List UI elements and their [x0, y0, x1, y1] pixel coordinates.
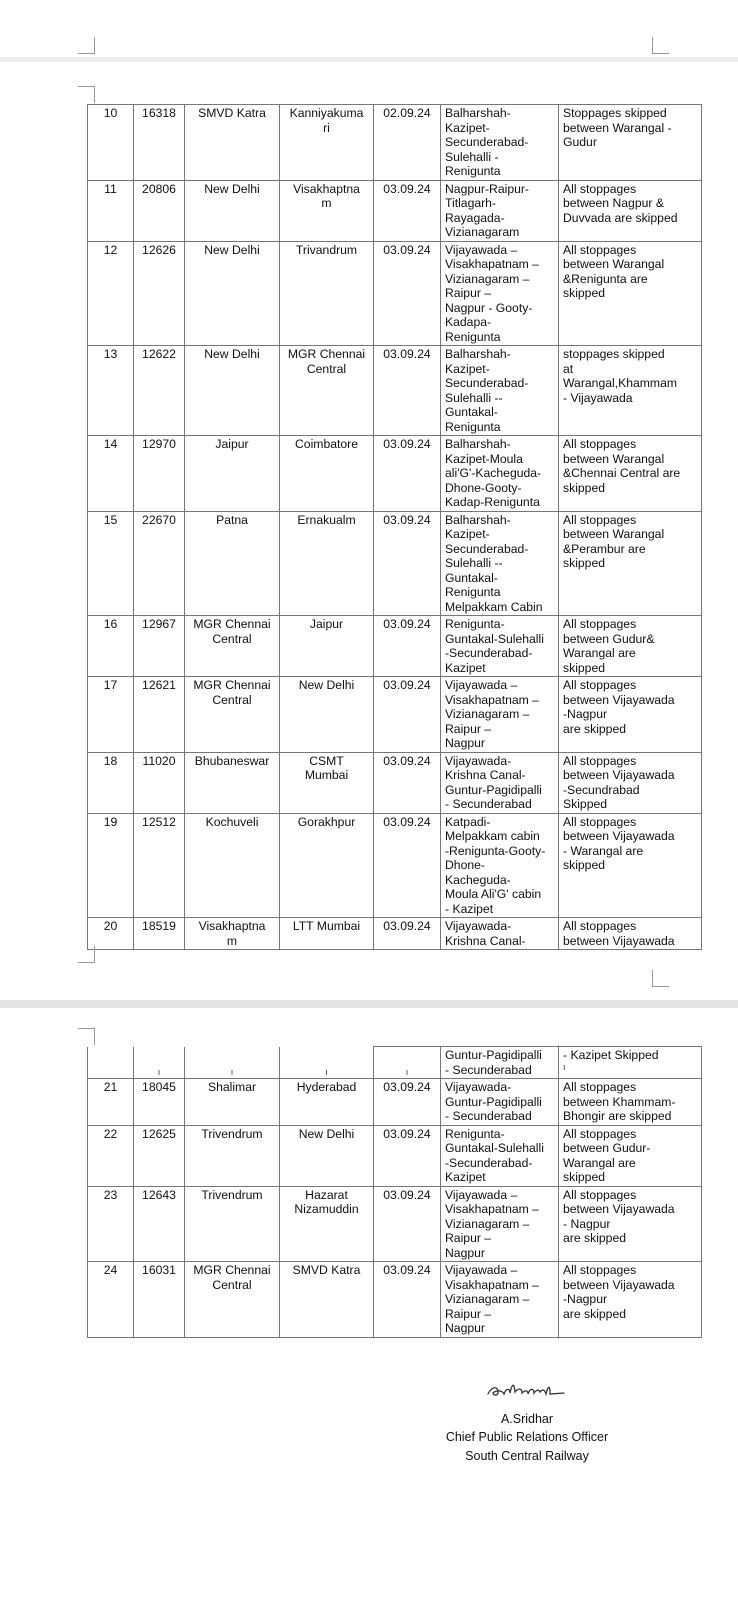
cell-route: Vijayawada – Visakhapatnam – Vizianagaram – Raipur – Nagpur - Gooty- Kadapa- Renigunta — [441, 241, 559, 346]
cell-sn: 12 — [88, 241, 134, 346]
cell-train: 12970 — [134, 436, 185, 512]
cell-from: Visakhaptna m — [185, 918, 280, 950]
cell-sn: 22 — [88, 1125, 134, 1186]
cell-route: Vijayawada – Visakhapatnam – Vizianagaram – Raipur – Nagpur — [441, 677, 559, 753]
signatory-organization: South Central Railway — [465, 1449, 589, 1463]
table-row — [88, 511, 702, 616]
cell-train: 12625 — [134, 1125, 185, 1186]
cell-date: 03.09.24 — [374, 1186, 441, 1262]
cell-train: 18045 — [134, 1079, 185, 1126]
cell-date: 03.09.24 — [374, 346, 441, 436]
continuation-row — [88, 1047, 702, 1079]
cell-remarks: Stoppages skipped between Warangal - Gudur — [559, 105, 702, 181]
cell-sn — [88, 1047, 134, 1079]
cell-to: SMVD Katra — [280, 1262, 374, 1338]
cell-route: Guntur-Pagidipalli - Secunderabad — [441, 1047, 559, 1079]
table-row — [88, 918, 702, 950]
cell-from: Trivendrum — [185, 1125, 280, 1186]
cell-to: New Delhi — [280, 677, 374, 753]
cell-route: Balharshah- Kazipet- Secunderabad- Sulehalli - Renigunta — [441, 105, 559, 181]
table-row — [88, 1079, 702, 1126]
cell-from: MGR Chennai Central — [185, 616, 280, 677]
cell-remarks: All stoppages between Warangal &Chennai Central are skipped — [559, 436, 702, 512]
cell-route: Balharshah- Kazipet- Secunderabad- Sulehalli -- Guntakal- Renigunta — [441, 346, 559, 436]
cell-to: New Delhi — [280, 1125, 374, 1186]
cell-remarks: All stoppages between Vijayawada - Nagpur are skipped — [559, 1186, 702, 1262]
crop-mark — [78, 37, 95, 54]
signatory-designation: Chief Public Relations Officer — [445, 1430, 609, 1444]
cell-train: 12967 — [134, 616, 185, 677]
cell-from: Jaipur — [185, 436, 280, 512]
cell-date: 03.09.24 — [374, 1262, 441, 1338]
crop-mark — [652, 37, 669, 54]
table-row — [88, 813, 702, 918]
cell-train: 16031 — [134, 1262, 185, 1338]
cell-sn: 16 — [88, 616, 134, 677]
cell-date: 02.09.24 — [374, 105, 441, 181]
cell-sn: 19 — [88, 813, 134, 918]
cell-from: Bhubaneswar — [185, 752, 280, 813]
cell-remarks: stoppages skipped at Warangal,Khammam - Vijayawada — [559, 346, 702, 436]
cell-route: Nagpur-Raipur- Titlagarh- Rayagada- Vizianagaram — [441, 180, 559, 241]
cell-sn: 17 — [88, 677, 134, 753]
table-row — [88, 677, 702, 753]
cell-sn: 15 — [88, 511, 134, 616]
handwritten-signature — [484, 1376, 568, 1402]
cell-route: Vijayawada- Krishna Canal- — [441, 918, 559, 950]
table-row — [88, 1125, 702, 1186]
cell-train: 12622 — [134, 346, 185, 436]
cell-date: 03.09.24 — [374, 1125, 441, 1186]
cell-train: 12621 — [134, 677, 185, 753]
crop-mark — [78, 946, 95, 963]
crop-mark — [652, 970, 669, 987]
cell-to: Trivandrum — [280, 241, 374, 346]
cell-remarks: All stoppages between Warangal &Renigunta are skipped — [559, 241, 702, 346]
cell-date: 03.09.24 — [374, 436, 441, 512]
cell-to: CSMT Mumbai — [280, 752, 374, 813]
cell-to: LTT Mumbai — [280, 918, 374, 950]
cell-from: MGR Chennai Central — [185, 677, 280, 753]
cell-from: Trivendrum — [185, 1186, 280, 1262]
cell-date: 03.09.24 — [374, 918, 441, 950]
cell-from: Patna — [185, 511, 280, 616]
cell-route: Renigunta- Guntakal-Sulehalli -Secunderabad- Kazipet — [441, 616, 559, 677]
cell-date: 03.09.24 — [374, 1079, 441, 1126]
cell-route: Vijayawada- Guntur-Pagidipalli - Secunderabad — [441, 1079, 559, 1126]
cell-route: Renigunta- Guntakal-Sulehalli -Secunderabad- Kazipet — [441, 1125, 559, 1186]
cell-sn: 18 — [88, 752, 134, 813]
cell-train: 11020 — [134, 752, 185, 813]
cell-date: 03.09.24 — [374, 180, 441, 241]
cell-train: 12643 — [134, 1186, 185, 1262]
cell-date: 03.09.24 — [374, 813, 441, 918]
cell-remarks: All stoppages between Vijayawada -Secundrabad Skipped — [559, 752, 702, 813]
crop-mark — [78, 1028, 95, 1045]
cell-remarks: All stoppages between Vijayawada -Nagpur are skipped — [559, 1262, 702, 1338]
page-header-band — [0, 57, 738, 62]
cell-remarks: All stoppages between Gudur& Warangal are skipped — [559, 616, 702, 677]
cell-sn: 20 — [88, 918, 134, 950]
table-row — [88, 105, 702, 181]
cell-sn: 13 — [88, 346, 134, 436]
cell-route: Vijayawada – Visakhapatnam – Vizianagaram – Raipur – Nagpur — [441, 1262, 559, 1338]
table-row — [88, 241, 702, 346]
cell-remarks: All stoppages between Vijayawada -Nagpur are skipped — [559, 677, 702, 753]
cell-remarks: - Kazipet Skipped ı — [559, 1047, 702, 1079]
cell-from: New Delhi — [185, 346, 280, 436]
cell-to: Coimbatore — [280, 436, 374, 512]
cell-to: Kanniyakuma ri — [280, 105, 374, 181]
cell-date: 03.09.24 — [374, 677, 441, 753]
cell-to: Gorakhpur — [280, 813, 374, 918]
cell-route: Katpadi- Melpakkam cabin -Renigunta-Gooty- Dhone- Kacheguda- Moula Ali'G' cabin - Kazipet — [441, 813, 559, 918]
cell-from: MGR Chennai Central — [185, 1262, 280, 1338]
table-row — [88, 752, 702, 813]
cell-from: Shalimar — [185, 1079, 280, 1126]
cell-route: Vijayawada – Visakhapatnam – Vizianagaram – Raipur – Nagpur — [441, 1186, 559, 1262]
cell-train: 12626 — [134, 241, 185, 346]
cell-to: Jaipur — [280, 616, 374, 677]
table-row — [88, 616, 702, 677]
cell-train: 12512 — [134, 813, 185, 918]
cell-sn: 23 — [88, 1186, 134, 1262]
cell-route: Vijayawada- Krishna Canal- Guntur-Pagidipalli - Secunderabad — [441, 752, 559, 813]
cell-train: 16318 — [134, 105, 185, 181]
table-row — [88, 1262, 702, 1338]
table-row — [88, 346, 702, 436]
cell-train: ı — [134, 1047, 185, 1079]
cell-remarks: All stoppages between Vijayawada — [559, 918, 702, 950]
cell-sn: 21 — [88, 1079, 134, 1126]
cell-from: New Delhi — [185, 241, 280, 346]
cell-sn: 10 — [88, 105, 134, 181]
cell-date: ı — [374, 1047, 441, 1079]
cell-train: 20806 — [134, 180, 185, 241]
cell-route: Balharshah- Kazipet-Moula ali'G'-Kacheguda- Dhone-Gooty- Kadap-Renigunta — [441, 436, 559, 512]
crop-mark — [78, 86, 95, 103]
cell-to: Visakhaptna m — [280, 180, 374, 241]
cell-sn: 14 — [88, 436, 134, 512]
table-row — [88, 1186, 702, 1262]
cell-remarks: All stoppages between Khammam- Bhongir are skipped — [559, 1079, 702, 1126]
cell-from: SMVD Katra — [185, 105, 280, 181]
signatory-name: A.Sridhar — [500, 1412, 554, 1426]
cell-from: Kochuveli — [185, 813, 280, 918]
cell-sn: 11 — [88, 180, 134, 241]
cell-remarks: All stoppages between Nagpur & Duvvada are skipped — [559, 180, 702, 241]
cell-train: 18519 — [134, 918, 185, 950]
table-row — [88, 180, 702, 241]
schedule-table-page-1 — [87, 104, 702, 950]
cell-to: ı — [280, 1047, 374, 1079]
cell-train: 22670 — [134, 511, 185, 616]
page-separator — [0, 1000, 738, 1008]
table-row — [88, 436, 702, 512]
cell-date: 03.09.24 — [374, 241, 441, 346]
cell-from: New Delhi — [185, 180, 280, 241]
cell-remarks: All stoppages between Warangal &Perambur are skipped — [559, 511, 702, 616]
cell-date: 03.09.24 — [374, 752, 441, 813]
document-page-2 — [0, 1008, 738, 1600]
cell-to: Ernakualm — [280, 511, 374, 616]
cell-remarks: All stoppages between Vijayawada - Warangal are skipped — [559, 813, 702, 918]
cell-sn: 24 — [88, 1262, 134, 1338]
cell-date: 03.09.24 — [374, 511, 441, 616]
cell-route: Balharshah- Kazipet- Secunderabad- Sulehalli -- Guntakal- Renigunta Melpakkam Cabin — [441, 511, 559, 616]
cell-remarks: All stoppages between Gudur- Warangal are skipped — [559, 1125, 702, 1186]
remarks-text: - Kazipet Skipped — [563, 1048, 659, 1062]
cell-date: 03.09.24 — [374, 616, 441, 677]
cell-to: Hazarat Nizamuddin — [280, 1186, 374, 1262]
cell-to: Hyderabad — [280, 1079, 374, 1126]
cell-to: MGR Chennai Central — [280, 346, 374, 436]
schedule-table-page-2 — [87, 1046, 702, 1338]
cell-from: ı — [185, 1047, 280, 1079]
